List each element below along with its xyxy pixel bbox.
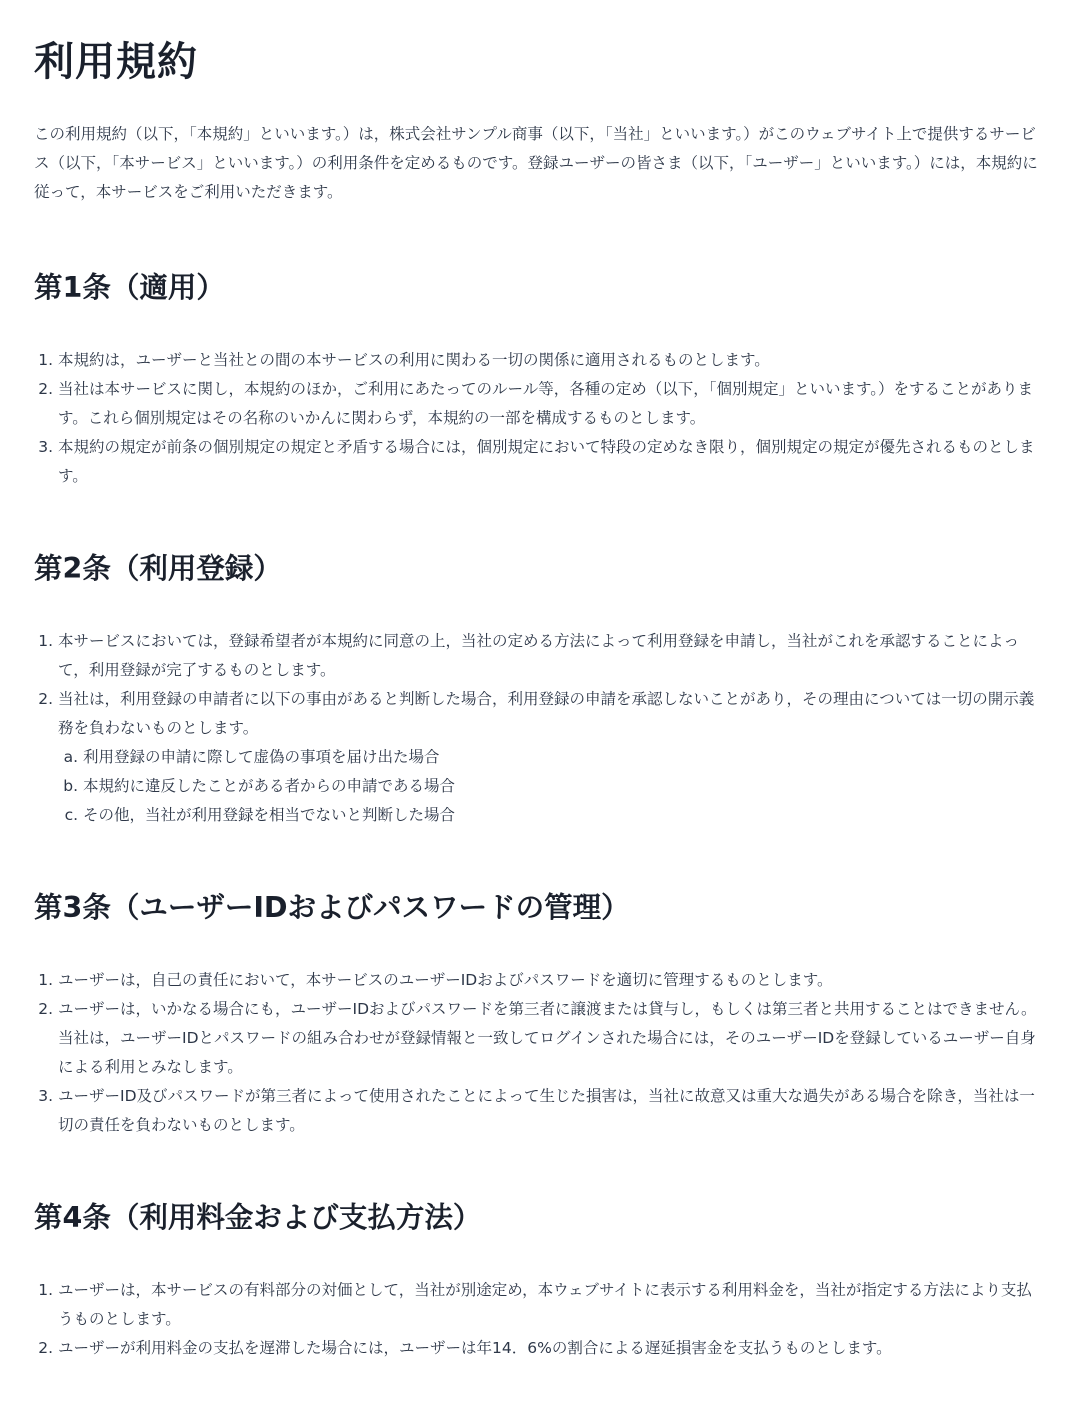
article-2 [34,549,1042,830]
sub-clause-list [58,743,1042,830]
clause-item: 1. ユーザーは，自己の責任において，本サービスのユーザーIDおよびパスワードを適切に管理するものとします。 [58,966,1042,995]
clause-list [34,346,1042,491]
sub-clause-item: b. 本規約に違反したことがある者からの申請である場合 [83,772,1042,801]
clause-list [34,627,1042,830]
clause-text: 当社は，利用登録の申請者に以下の事由があると判断した場合，利用登録の申請を承認しないことがあり，その理由については一切の開示義務を負わないものとします。 [58,690,1035,737]
clause-item: 2. ユーザーは，いかなる場合にも，ユーザーIDおよびパスワードを第三者に譲渡または貸与し，もしくは第三者と共用することはできません。当社は，ユーザーIDとパスワードの組み合わせが登録情報と一致してログインされた場合には，そのユーザーIDを登録しているユーザー自身による利用とみなします。 [58,995,1042,1082]
clause-list [34,966,1042,1140]
clause-list [34,1276,1042,1363]
clause-item: 3. ユーザーID及びパスワードが第三者によって使用されたことによって生じた損害は，当社に故意又は重大な過失がある場合を除き，当社は一切の責任を負わないものとします。 [58,1082,1042,1140]
clause-item: 3. 本規約の規定が前条の個別規定の規定と矛盾する場合には，個別規定において特段の定めなき限り，個別規定の規定が優先されるものとします。 [58,433,1042,491]
clause-item: 2. 当社は本サービスに関し，本規約のほか，ご利用にあたってのルール等，各種の定め（以下，「個別規定」といいます。）をすることがあります。これら個別規定はその名称のいかんに関わらず，本規約の一部を構成するものとします。 [58,375,1042,433]
page-title: 利用規約 [34,39,198,85]
article-4 [34,1198,1042,1363]
article-heading: 第3条（ユーザーIDおよびパスワードの管理） [34,891,630,924]
article-1 [34,268,1042,491]
clause-item [58,685,1042,830]
sub-clause-item: c. その他，当社が利用登録を相当でないと判断した場合 [83,801,1042,830]
article-3 [34,888,1042,1140]
article-heading: 第1条（適用） [34,271,225,304]
clause-item: 1. ユーザーは，本サービスの有料部分の対価として，当社が別途定め，本ウェブサイトに表示する利用料金を，当社が指定する方法により支払うものとします。 [58,1276,1042,1334]
intro-paragraph: この利用規約（以下，「本規約」といいます。）は，株式会社サンプル商事（以下，「当社」といいます。）がこのウェブサイト上で提供するサービス（以下，「本サービス」といいます。）の利用条件を定めるものです。登録ユーザーの皆さま（以下，「ユーザー」といいます。）には，本規約に従って，本サービスをご利用いただきます。 [34,125,1038,201]
sub-clause-item: a. 利用登録の申請に際して虚偽の事項を届け出た場合 [83,743,1042,772]
clause-item: 1. 本サービスにおいては，登録希望者が本規約に同意の上，当社の定める方法によって利用登録を申請し，当社がこれを承認することによって，利用登録が完了するものとします。 [58,627,1042,685]
article-heading: 第2条（利用登録） [34,552,282,585]
article-heading: 第4条（利用料金および支払方法） [34,1201,482,1234]
clause-item: 2. ユーザーが利用料金の支払を遅滞した場合には，ユーザーは年14．6%の割合による遅延損害金を支払うものとします。 [58,1334,1042,1363]
clause-item: 1. 本規約は，ユーザーと当社との間の本サービスの利用に関わる一切の関係に適用されるものとします。 [58,346,1042,375]
